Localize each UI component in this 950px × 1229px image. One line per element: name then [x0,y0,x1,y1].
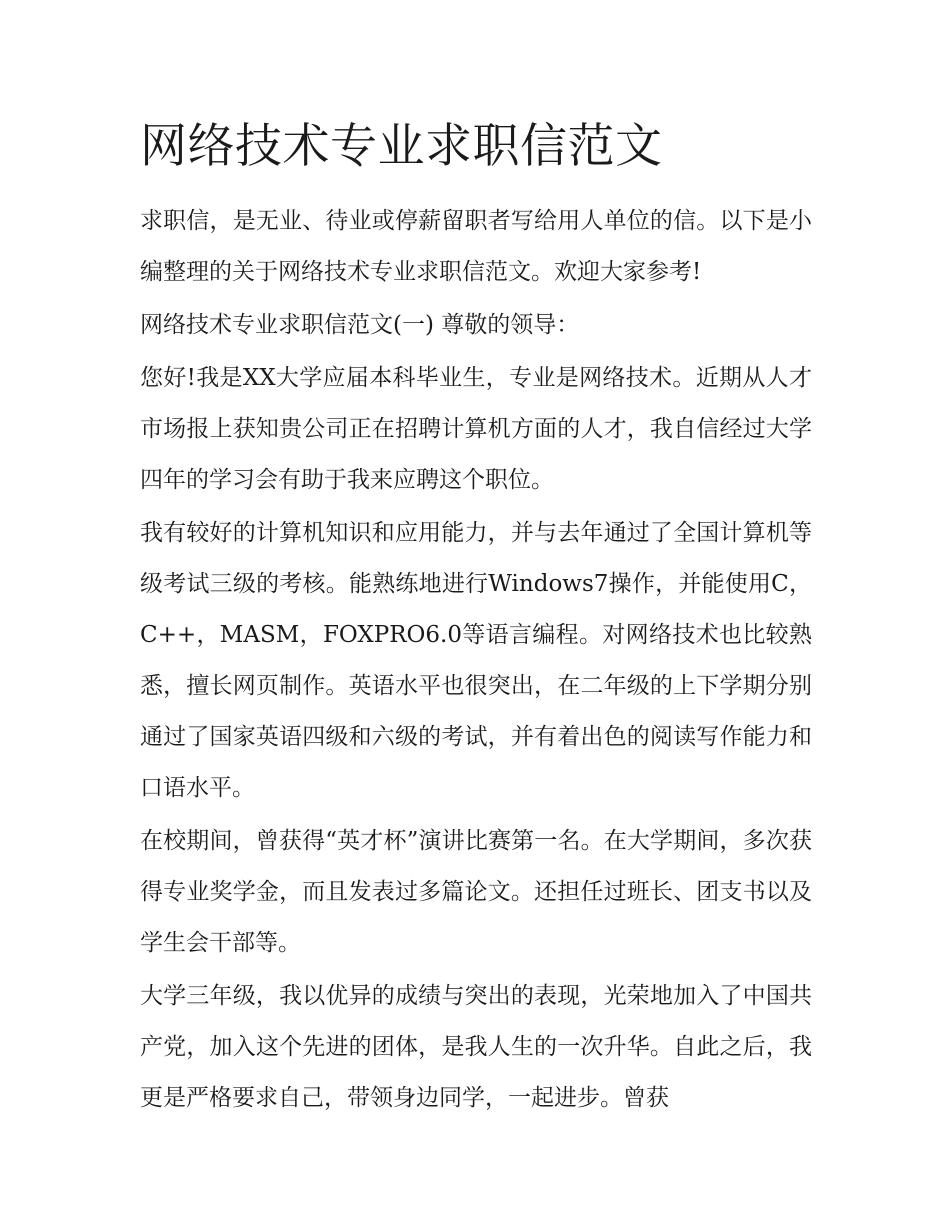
greeting-paragraph: 您好!我是XX大学应届本科毕业生，专业是网络技术。近期从人才市场报上获知贵公司正在招聘计算机方面的人才，我自信经过大学四年的学习会有助于我来应聘这个职位。 [140,365,812,493]
document-body [140,118,812,1126]
party-paragraph: 大学三年级，我以优异的成绩与突出的表现，光荣地加入了中国共产党，加入这个先进的团体，是我人生的一次升华。自此之后，我更是严格要求自己，带领身边同学，一起进步。曾获 [140,983,812,1111]
document-title: 网络技术专业求职信范文 [140,119,663,174]
letter-heading-paragraph: 网络技术专业求职信范文(一) 尊敬的领导： [140,312,580,338]
intro-paragraph: 求职信，是无业、待业或停薪留职者写给用人单位的信。以下是小编整理的关于网络技术专业求职信范文。欢迎大家参考! [140,208,812,285]
skills-paragraph: 我有较好的计算机知识和应用能力，并与去年通过了全国计算机等级考试三级的考核。能熟练地进行Windows7操作，并能使用C，C++，MASM，FOXPRO6.0等语言编程。对网络技术也比较熟悉，擅长网页制作。英语水平也很突出，在二年级的上下学期分别通过了国家英语四级和六级的考试，并有着出色的阅读写作能力和口语水平。 [140,520,812,801]
awards-paragraph: 在校期间，曾获得“英才杯”演讲比赛第一名。在大学期间，多次获得专业奖学金，而且发表过多篇论文。还担任过班长、团支书以及学生会干部等。 [140,828,812,956]
